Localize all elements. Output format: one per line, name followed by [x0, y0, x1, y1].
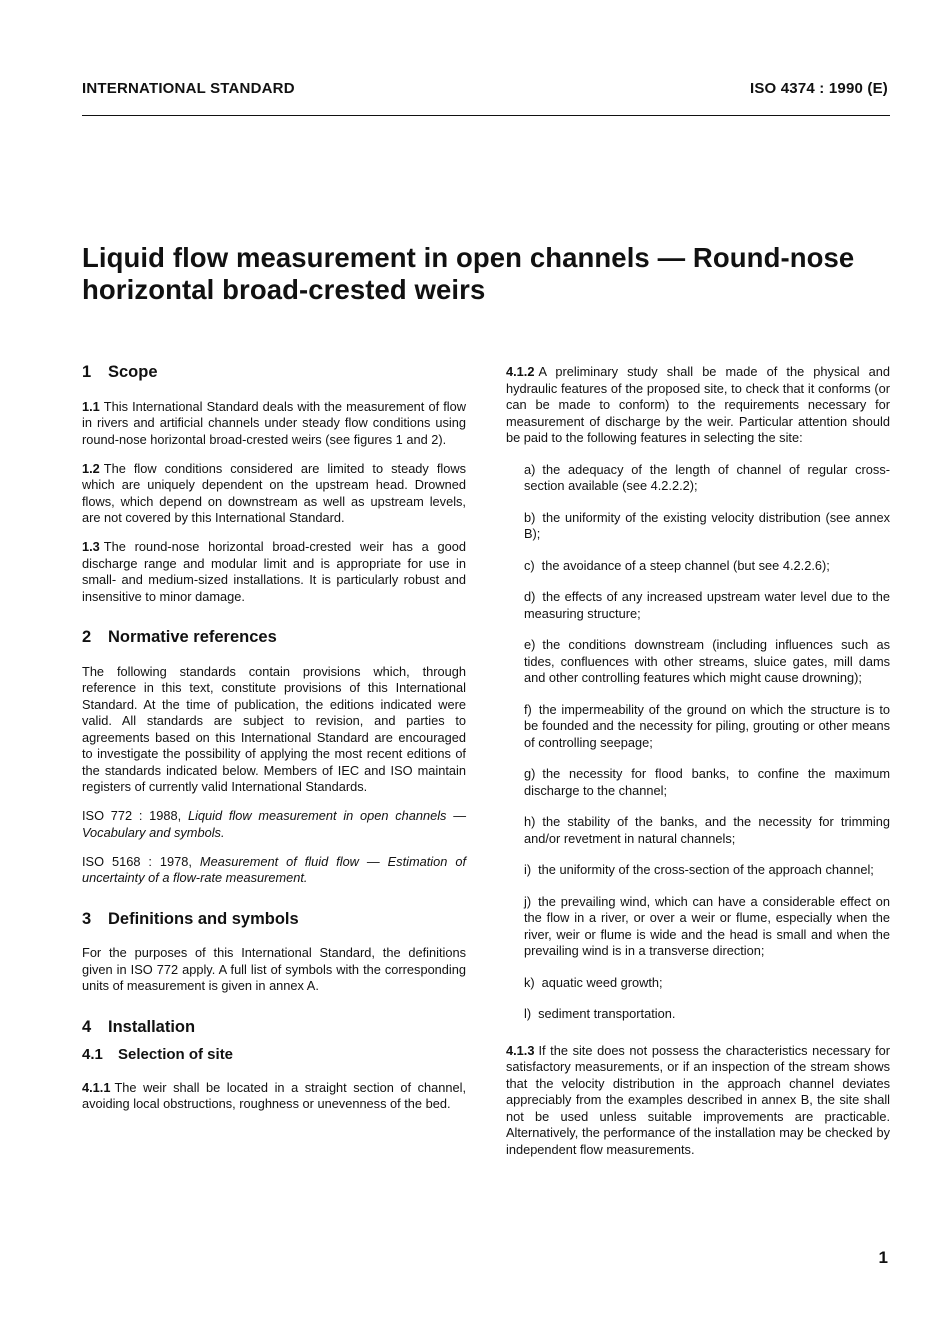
left-column: [82, 364, 466, 1125]
definitions-text: For the purposes of this International Standard, the definitions given in ISO 772 apply. A full list of symbols with the corresponding units of measurement is given in annex A.: [82, 945, 466, 993]
list-item: a) the adequacy of the length of channel of regular cross-section available (see 4.2.2.2);: [524, 461, 890, 493]
header-document-type: INTERNATIONAL STANDARD: [82, 80, 295, 97]
section-heading-definitions: 3 Definitions and symbols: [82, 909, 299, 928]
page-title: [82, 242, 902, 306]
section-heading-scope: 1 Scope: [82, 363, 158, 381]
page-number: 1: [878, 1248, 888, 1267]
clause-4-1-3: 4.1.3 If the site does not possess the characteristics necessary for satisfactory measurements, or if an inspection of the stream shows that the velocity distribution in the approach channel deviates appreciably from the examples described in annex B, the site shall not be used unless suitable improvements are practicable. Alternatively, the performance of the installation may be checked by independent flow measurements.: [506, 1042, 890, 1157]
list-item: j) the prevailing wind, which can have a considerable effect on the flow in a river, or over a weir or flume, especially when the river, weir or flume is wide and the head is small and when the prevailing wind is in a transverse direction;: [524, 893, 890, 958]
list-item: d) the effects of any increased upstream water level due to the measuring structure;: [524, 589, 890, 621]
clause-4-1-1: 4.1.1 The weir shall be located in a straight section of channel, avoiding local obstructions, roughness or unevenness of the bed.: [82, 1079, 466, 1111]
list-item: b) the uniformity of the existing velocity distribution (see annex B);: [524, 509, 890, 541]
list-item: c) the avoidance of a steep channel (but see 4.2.2.6);: [524, 557, 830, 573]
header-divider: [82, 115, 890, 116]
list-item: l) sediment transportation.: [524, 1006, 676, 1021]
clause-1-1: 1.1 This International Standard deals with the measurement of flow in rivers and artificial channels under steady flow conditions using round-nose horizontal broad-crested weirs (see figures 1 and 2).: [82, 398, 466, 447]
list-item: i) the uniformity of the cross-section of the approach channel;: [524, 862, 874, 877]
reference-iso-772: ISO 772 : 1988, Liquid flow measurement in open channels — Vocabulary and symbols.: [82, 808, 466, 840]
subsection-heading-selection-of-site: 4.1 Selection of site: [82, 1046, 234, 1063]
title-line-1: Liquid flow measurement in open channels — Round-nose: [82, 242, 855, 273]
clause-4-1-2: 4.1.2 A preliminary study shall be made of the physical and hydraulic features of the proposed site, to check that it conforms (or can be made to conform) to the requirements necessary for measurement of discharge by the weir. Particular attention should be paid to the following features in selecting the site:: [506, 364, 890, 445]
title-line-2: horizontal broad-crested weirs: [82, 274, 486, 305]
normative-references-text: The following standards contain provisions which, through reference in this text, constitute provisions of this International Standard. At the time of publication, the editions indicated were valid. All standards are subject to revision, and parties to agreements based on this International Standard are encouraged to investigate the possibility of applying the most recent editions of the standards indicated below. Members of IEC and ISO maintain registers of currently valid International Standards.: [82, 663, 466, 794]
right-column: [506, 364, 890, 1171]
header-standard-number: ISO 4374 : 1990 (E): [749, 80, 888, 97]
list-item: e) the conditions downstream (including influences such as tides, confluences with other streams, sluice gates, mill dams and other controlling features which might cause drowning);: [524, 637, 890, 685]
reference-iso-5168: ISO 5168 : 1978, Measurement of fluid flow — Estimation of uncertainty of a flow-rate measurement.: [82, 853, 466, 885]
section-heading-installation: 4 Installation: [82, 1017, 196, 1036]
list-item: g) the necessity for flood banks, to confine the maximum discharge to the channel;: [524, 766, 890, 798]
section-heading-normative-references: 2 Normative references: [82, 628, 277, 646]
list-item: h) the stability of the banks, and the necessity for trimming and/or revetment in natural channels;: [524, 814, 890, 846]
clause-1-2: 1.2 The flow conditions considered are limited to steady flows which are uniquely dependent on the upstream head. Drowned flows, which depend on downstream as well as upstream levels, are not covered by this International Standard.: [82, 460, 466, 525]
list-item: f) the impermeability of the ground on which the structure is to be founded and the necessity for piling, grouting or other means of controlling seepage;: [524, 701, 890, 750]
clause-1-3: 1.3 The round-nose horizontal broad-crested weir has a good discharge range and modular limit and is appropriate for use in small- and medium-sized installations. It is particularly robust and insensitive to minor damage.: [82, 539, 466, 604]
list-item: k) aquatic weed growth;: [524, 974, 663, 990]
